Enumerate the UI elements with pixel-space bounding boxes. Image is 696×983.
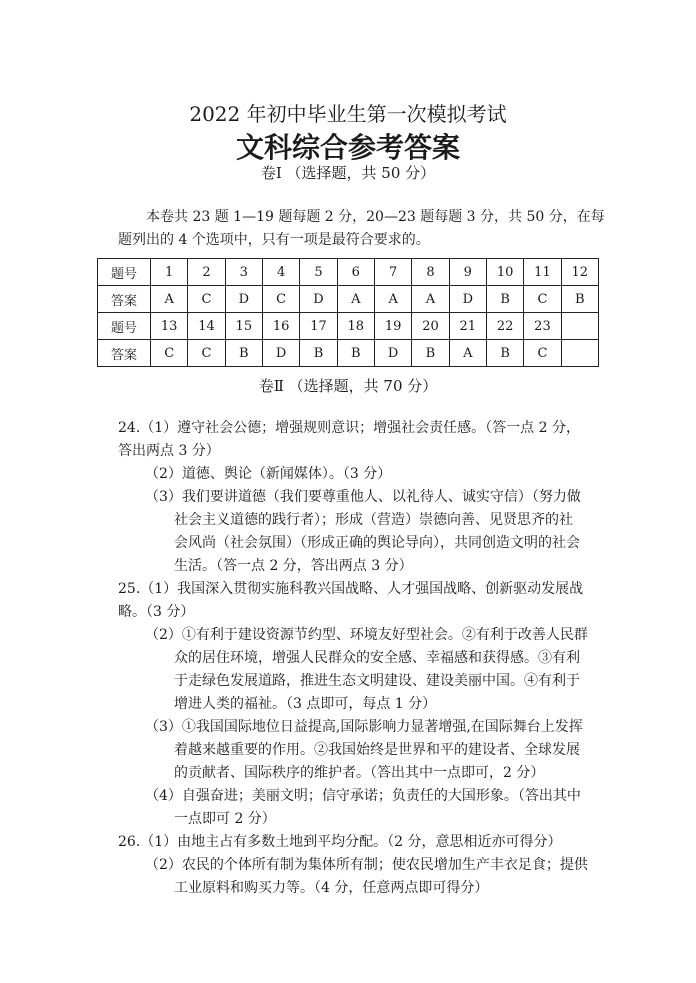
question-number: 20 xyxy=(412,313,449,340)
answer-line: （3）①我国国际地位日益提高,国际影响力显著增强,在国际舞台上发挥 xyxy=(145,719,583,735)
answer-line: 工业原料和购买力等。（4 分，任意两点即可得分） xyxy=(174,880,489,896)
answer-cell: D xyxy=(225,286,262,313)
table-row-numbers-1 xyxy=(98,259,599,286)
table-row-answers-2 xyxy=(98,340,599,367)
question-number: 17 xyxy=(300,313,337,340)
question-number: 16 xyxy=(262,313,299,340)
answer-line: 25.（1）我国深入贯彻实施科教兴国战略、人才强国战略、创新驱动发展战 xyxy=(118,581,584,597)
question-number: 11 xyxy=(524,259,561,286)
question-number: 18 xyxy=(337,313,374,340)
exam-title: 2022 年初中毕业生第一次模拟考试 xyxy=(189,102,507,126)
answer-cell: C xyxy=(151,340,188,367)
answer-line: 一点即可 2 分） xyxy=(174,811,276,827)
question-number: 5 xyxy=(300,259,337,286)
intro-line-1: 本卷共 23 题 1—19 题每题 2 分，20—23 题每题 3 分，共 50 分，在每 xyxy=(146,209,605,225)
question-number: 15 xyxy=(225,313,262,340)
answer-line: （2）农民的个体所有制为集体所有制；使农民增加生产丰衣足食；提供 xyxy=(145,857,588,873)
answer-cell: A xyxy=(374,286,411,313)
answer-cell: B xyxy=(337,340,374,367)
answer-cell: B xyxy=(486,340,523,367)
answer-cell: B xyxy=(225,340,262,367)
answer-cell: B xyxy=(412,340,449,367)
row-label: 答案 xyxy=(98,286,151,313)
part2-heading: 卷Ⅱ （选择题，共 70 分） xyxy=(258,377,438,395)
question-number: 1 xyxy=(151,259,188,286)
question-number: 12 xyxy=(561,259,598,286)
answer-table xyxy=(97,258,599,367)
question-number: 6 xyxy=(337,259,374,286)
question-number: 7 xyxy=(374,259,411,286)
question-number: 23 xyxy=(524,313,561,340)
answer-cell: B xyxy=(300,340,337,367)
question-number: 4 xyxy=(262,259,299,286)
answer-line: 会风尚（社会氛围）（形成正确的舆论导向），共同创造文明的社会 xyxy=(174,535,580,551)
answer-cell: C xyxy=(188,286,225,313)
answer-line: 26.（1）由地主占有多数土地到平均分配。（2 分，意思相近亦可得分） xyxy=(118,834,562,850)
answer-line: 增进人类的福祉。（3 点即可，每点 1 分） xyxy=(174,696,437,712)
answer-line: （4）自强奋进；美丽文明；信守承诺；负责任的大国形象。（答出其中 xyxy=(145,788,581,804)
answer-line: 着越来越重要的作用。②我国始终是世界和平的建设者、全球发展 xyxy=(174,742,580,758)
answer-cell: B xyxy=(561,286,598,313)
answer-line: （2）道德、舆论（新闻媒体）。（3 分） xyxy=(145,466,392,482)
answer-cell: C xyxy=(524,340,561,367)
answer-line: 24.（1）遵守社会公德；增强规则意识；增强社会责任感。（答一点 2 分， xyxy=(118,420,580,436)
row-label: 答案 xyxy=(98,340,151,367)
intro-line-2: 题列出的 4 个选项中，只有一项是最符合要求的。 xyxy=(118,232,430,248)
question-number: 2 xyxy=(188,259,225,286)
answer-key-title: 文科综合参考答案 xyxy=(235,131,460,164)
question-number: 9 xyxy=(449,259,486,286)
question-number: 10 xyxy=(486,259,523,286)
answer-cell: C xyxy=(188,340,225,367)
answer-line: 的贡献者、国际秩序的维护者。（答出其中一点即可，2 分） xyxy=(174,765,545,781)
question-number: 13 xyxy=(151,313,188,340)
table-row-answers-1 xyxy=(98,286,599,313)
answer-cell: C xyxy=(262,286,299,313)
question-number: 22 xyxy=(486,313,523,340)
answer-cell: A xyxy=(449,340,486,367)
row-label: 题号 xyxy=(98,259,151,286)
answer-line: 答出两点 3 分） xyxy=(118,443,220,459)
answer-cell: C xyxy=(524,286,561,313)
question-number xyxy=(561,313,598,340)
answer-line: （3）我们要讲道德（我们要尊重他人、以礼待人、诚实守信）（努力做 xyxy=(145,489,581,505)
answer-cell: B xyxy=(486,286,523,313)
question-number: 3 xyxy=(225,259,262,286)
answer-line: 生活。（答一点 2 分，答出两点 3 分） xyxy=(174,558,413,574)
answer-line: 社会主义道德的践行者）；形成（营造）崇德向善、见贤思齐的社 xyxy=(174,512,573,528)
answer-line: 众的居住环境，增强人民群众的安全感、幸福感和获得感。③有利 xyxy=(174,650,580,666)
answer-cell: D xyxy=(449,286,486,313)
question-number: 8 xyxy=(412,259,449,286)
table-row-numbers-2 xyxy=(98,313,599,340)
answer-line: 略。（3 分） xyxy=(118,604,195,620)
answer-cell: A xyxy=(151,286,188,313)
answer-cell xyxy=(561,340,598,367)
answer-line: （2）①有利于建设资源节约型、环境友好型社会。②有利于改善人民群 xyxy=(145,627,588,643)
answer-cell: A xyxy=(412,286,449,313)
row-label: 题号 xyxy=(98,313,151,340)
question-number: 21 xyxy=(449,313,486,340)
answer-cell: D xyxy=(374,340,411,367)
answer-cell: A xyxy=(337,286,374,313)
answer-line: 于走绿色发展道路，推进生态文明建设、建设美丽中国。④有利于 xyxy=(174,673,580,689)
answer-cell: D xyxy=(262,340,299,367)
question-number: 14 xyxy=(188,313,225,340)
question-number: 19 xyxy=(374,313,411,340)
part1-heading: 卷Ⅰ （选择题，共 50 分） xyxy=(260,164,436,182)
answer-cell: D xyxy=(300,286,337,313)
